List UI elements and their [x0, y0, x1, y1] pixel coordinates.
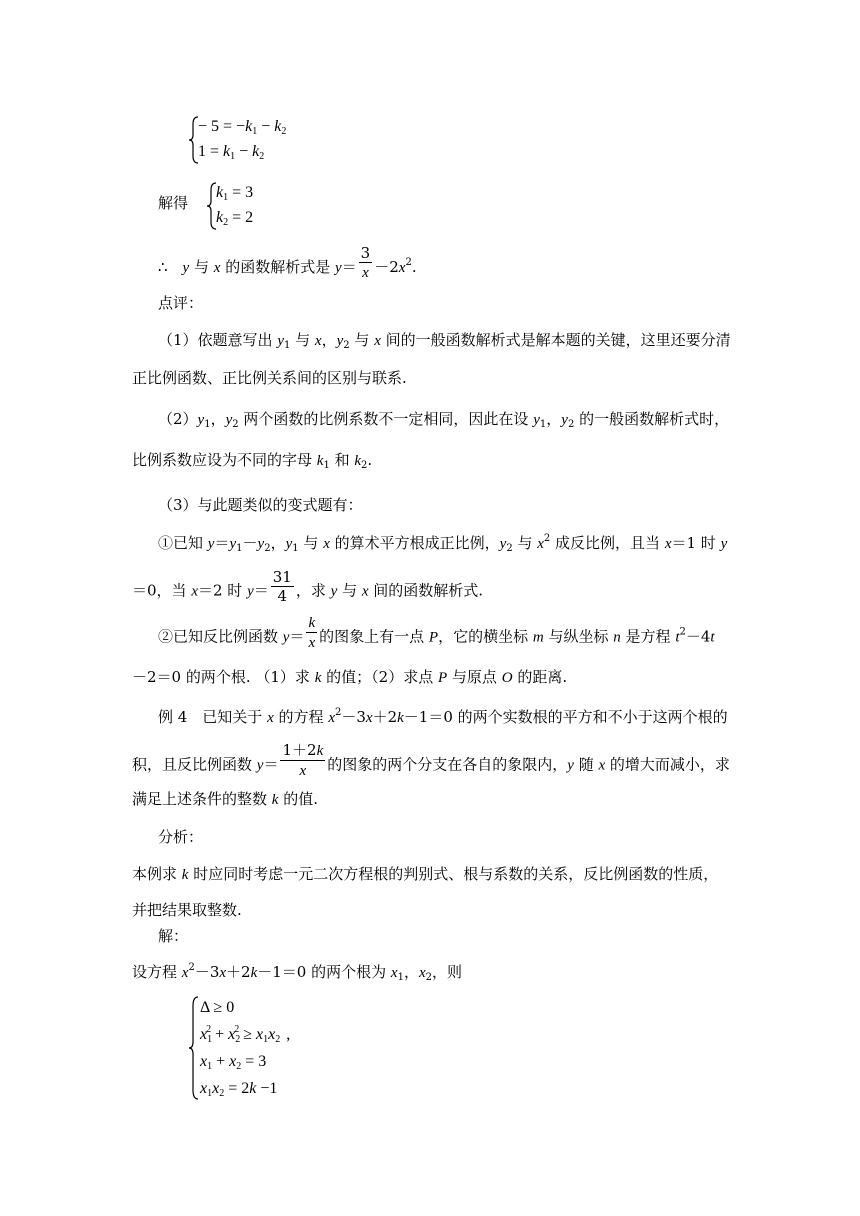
analysis-line2: 并把结果取整数.	[132, 901, 242, 919]
example4-line2: 积，且反比例函数 y＝ $\frac{1+2k}{x}$ 的图象的两个分支在各自的象限内，y 随 x 的增大而减小，求	[132, 741, 730, 779]
analysis-heading: 分析：	[158, 828, 204, 846]
solution-sys-eq1: Δ ≥ 0	[200, 999, 235, 1016]
comment-p3: （3）与此题类似的变式题有：	[158, 496, 363, 514]
solution-sys-eq3: $x_1 + x_2 = 3$	[200, 1053, 267, 1072]
comment-p2-line1: $(2)y_1$，$y_2$ 两个函数的比例系数不一定相同，因此在设 $y_1$，$y_2$ 的一般函数解析式时，	[158, 410, 730, 430]
solution-line1: 设方程 $x^2-3x+2k-1=0$ 的两个根为 $x_1$，$x_2$，则	[132, 962, 463, 983]
example4-line3: 满足上述条件的整数 k 的值.	[132, 790, 318, 808]
variant2-line1: ②已知反比例函数 y＝ $\frac{k}{x}$ 的图象上有一点 P，它的横坐标 m 与纵坐标 n 是方程 $t^2-4t$	[158, 615, 715, 651]
comment-p1-line1: （1）依题意写出 $y_1$ 与 x，$y_2$ 与 x 间的一般函数解析式是解本题的关键，这里还要分清	[158, 331, 731, 351]
system1-eq1: − $5 = -k_1 - k_2$	[198, 118, 287, 137]
conclusion-line: ∴ y 与 x 的函数解析式是 y＝ $\frac{3}{x}$ $-2x^2$.	[158, 244, 417, 281]
solve-eq1: $k_1 = 3$	[216, 184, 254, 203]
example4-line1: 例 4 已知关于 x 的方程 $x^2-3x+2k-1=0$ 的两个实数根的平方和不小于这两个根的	[158, 707, 728, 726]
solution-sys-eq2: $x_1^2 + x_2^2 \ge x_1x_2$ ,	[200, 1024, 291, 1045]
solve-eq2: $k_2 = 2$	[216, 209, 254, 228]
variant2-line2: －2＝0 的两个根. （1）求 k 的值；（2）求点 P 与原点 O 的距离.	[132, 668, 568, 686]
solution-sys-eq4: $x_1x_2 = 2k -1$	[200, 1080, 278, 1099]
variant1-line1: ①已知 $y=y_1-y_2$，$y_1$ 与 x 的算术平方根成正比例，$y_2$ 与 $x^2$ 成反比例，且当 x＝1 时 y	[158, 533, 728, 554]
comment-p2-line2: 比例系数应设为不同的字母 $k_1$ 和 $k_2$.	[132, 451, 373, 471]
system1-eq2: $1 = k_1 - k_2$	[198, 143, 265, 162]
comment-heading: 点评：	[158, 294, 204, 312]
solve-label: 解得	[158, 194, 189, 212]
variant1-line2: ＝0，当 x＝2 时 y＝ $\frac{31}{4}$ ，求 y 与 x 间的函数解析式.	[132, 568, 484, 605]
comment-p1-line2: 正比例函数、正比例关系间的区别与联系.	[132, 369, 407, 387]
left-brace	[188, 996, 200, 1100]
analysis-line1: 本例求 k 时应同时考虑一元二次方程根的判别式、根与系数的关系，反比例函数的性质，	[132, 865, 719, 883]
solution-heading: 解：	[158, 927, 189, 945]
